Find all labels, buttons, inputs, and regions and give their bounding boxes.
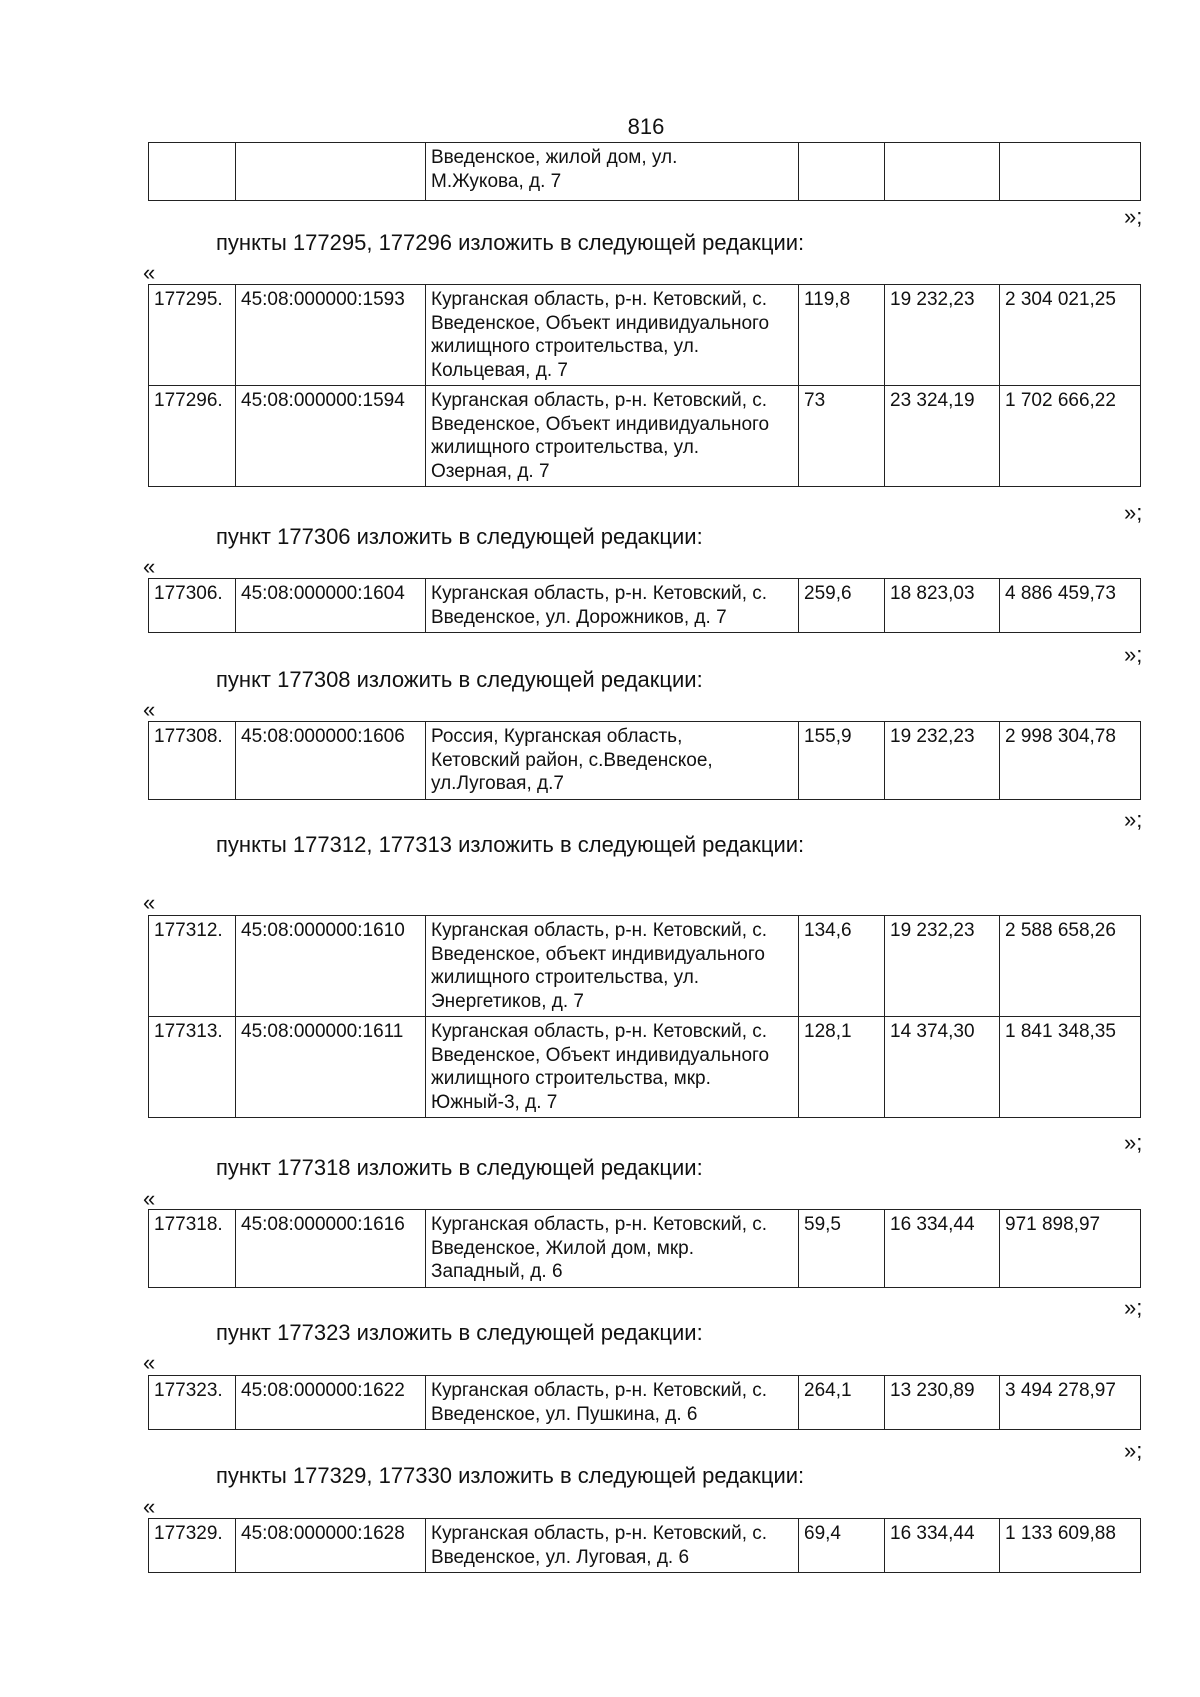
open-quote: «: [143, 260, 156, 285]
instruction-text: пункт 177306 изложить в следующей редакции:: [216, 524, 703, 549]
cell-value: 3 494 278,97: [1000, 1376, 1141, 1430]
cell-rate: 18 823,03: [885, 579, 1000, 633]
cell-rate: 16 334,44: [885, 1210, 1000, 1288]
table-row: [149, 143, 1141, 201]
cell-address: Курганская область, р-н. Кетовский, с. Введенское, объект индивидуального жилищного строительства, ул. Энергетиков, д. 7: [426, 916, 799, 1017]
cell-address: Россия, Курганская область, Кетовский район, с.Введенское, ул.Луговая, д.7: [426, 722, 799, 800]
cell-rate: 19 232,23: [885, 916, 1000, 1017]
amendment-table: [148, 915, 1141, 1118]
cell-area: 259,6: [799, 579, 885, 633]
open-quote: «: [143, 554, 156, 579]
table-row: [149, 1376, 1141, 1430]
cell-area: 73: [799, 386, 885, 487]
table-row: [149, 579, 1141, 633]
cell-rate: [885, 143, 1000, 201]
instruction-text: пункты 177312, 177313 изложить в следующей редакции:: [216, 832, 805, 857]
cell-value: 1 133 609,88: [1000, 1519, 1141, 1573]
cell-area: [799, 143, 885, 201]
instruction-text: пункты 177295, 177296 изложить в следующей редакции:: [216, 230, 805, 255]
open-quote: «: [143, 1494, 156, 1519]
cell-cadastral: 45:08:000000:1616: [236, 1210, 426, 1288]
instruction-text: пункт 177323 изложить в следующей редакции:: [216, 1320, 703, 1345]
cell-number: 177306.: [149, 579, 236, 633]
cell-value: 4 886 459,73: [1000, 579, 1141, 633]
cell-rate: 19 232,23: [885, 722, 1000, 800]
instruction-text: пункт 177308 изложить в следующей редакции:: [216, 667, 703, 692]
cell-area: 128,1: [799, 1017, 885, 1118]
cell-number: 177313.: [149, 1017, 236, 1118]
amendment-table: [148, 1518, 1141, 1573]
open-quote: «: [143, 697, 156, 722]
open-quote: «: [143, 890, 156, 915]
close-quote: »;: [1124, 1130, 1143, 1155]
cell-address: Курганская область, р-н. Кетовский, с. Введенское, Объект индивидуального жилищного строительства, мкр. Южный-3, д. 7: [426, 1017, 799, 1118]
close-quote: »;: [1124, 807, 1143, 832]
cell-number: 177308.: [149, 722, 236, 800]
cell-address: Курганская область, р-н. Кетовский, с. Введенское, ул. Пушкина, д. 6: [426, 1376, 799, 1430]
cell-cadastral: 45:08:000000:1606: [236, 722, 426, 800]
close-quote: »;: [1124, 500, 1143, 525]
cell-number: 177329.: [149, 1519, 236, 1573]
cell-number: [149, 143, 236, 201]
cell-cadastral: 45:08:000000:1593: [236, 285, 426, 386]
table-row: [149, 1017, 1141, 1118]
table-row: [149, 722, 1141, 800]
cell-address: Курганская область, р-н. Кетовский, с. Введенское, ул. Луговая, д. 6: [426, 1519, 799, 1573]
cell-rate: 13 230,89: [885, 1376, 1000, 1430]
cell-cadastral: 45:08:000000:1611: [236, 1017, 426, 1118]
cell-area: 134,6: [799, 916, 885, 1017]
cell-area: 69,4: [799, 1519, 885, 1573]
cell-cadastral: 45:08:000000:1628: [236, 1519, 426, 1573]
cell-value: 2 304 021,25: [1000, 285, 1141, 386]
table-row: [149, 1519, 1141, 1573]
cell-number: 177318.: [149, 1210, 236, 1288]
cell-cadastral: [236, 143, 426, 201]
cell-address: Курганская область, р-н. Кетовский, с. Введенское, Жилой дом, мкр. Западный, д. 6: [426, 1210, 799, 1288]
table-row: [149, 285, 1141, 386]
cell-cadastral: 45:08:000000:1610: [236, 916, 426, 1017]
cell-number: 177296.: [149, 386, 236, 487]
amendment-table: [148, 721, 1141, 800]
cell-rate: 16 334,44: [885, 1519, 1000, 1573]
cell-value: 971 898,97: [1000, 1210, 1141, 1288]
cell-value: 2 998 304,78: [1000, 722, 1141, 800]
cell-number: 177312.: [149, 916, 236, 1017]
table-row: [149, 386, 1141, 487]
amendment-table: [148, 1375, 1141, 1430]
table-row: [149, 916, 1141, 1017]
cell-rate: 14 374,30: [885, 1017, 1000, 1118]
cell-rate: 19 232,23: [885, 285, 1000, 386]
cell-value: 1 841 348,35: [1000, 1017, 1141, 1118]
table-row: [149, 1210, 1141, 1288]
cell-address: Введенское, жилой дом, ул. М.Жукова, д. 7: [426, 143, 799, 201]
cell-cadastral: 45:08:000000:1622: [236, 1376, 426, 1430]
cell-cadastral: 45:08:000000:1604: [236, 579, 426, 633]
cell-value: 1 702 666,22: [1000, 386, 1141, 487]
close-quote: »;: [1124, 642, 1143, 667]
cell-number: 177295.: [149, 285, 236, 386]
cell-address: Курганская область, р-н. Кетовский, с. Введенское, ул. Дорожников, д. 7: [426, 579, 799, 633]
amendment-table: [148, 1209, 1141, 1288]
cell-area: 264,1: [799, 1376, 885, 1430]
cell-value: 2 588 658,26: [1000, 916, 1141, 1017]
cell-address: Курганская область, р-н. Кетовский, с. Введенское, Объект индивидуального жилищного строительства, ул. Кольцевая, д. 7: [426, 285, 799, 386]
instruction-text: пункты 177329, 177330 изложить в следующей редакции:: [216, 1463, 805, 1488]
cell-area: 119,8: [799, 285, 885, 386]
open-quote: «: [143, 1186, 156, 1211]
cell-value: [1000, 143, 1141, 201]
amendment-table: [148, 284, 1141, 487]
close-quote: »;: [1124, 1438, 1143, 1463]
close-quote: »;: [1124, 1295, 1143, 1320]
continuation-table: [148, 142, 1141, 201]
open-quote: «: [143, 1350, 156, 1375]
cell-address: Курганская область, р-н. Кетовский, с. Введенское, Объект индивидуального жилищного строительства, ул. Озерная, д. 7: [426, 386, 799, 487]
cell-area: 59,5: [799, 1210, 885, 1288]
instruction-text: пункт 177318 изложить в следующей редакции:: [216, 1155, 703, 1180]
cell-cadastral: 45:08:000000:1594: [236, 386, 426, 487]
cell-rate: 23 324,19: [885, 386, 1000, 487]
cell-number: 177323.: [149, 1376, 236, 1430]
close-quote: »;: [1124, 204, 1143, 229]
page-number: 816: [627, 114, 665, 139]
amendment-table: [148, 578, 1141, 633]
cell-area: 155,9: [799, 722, 885, 800]
